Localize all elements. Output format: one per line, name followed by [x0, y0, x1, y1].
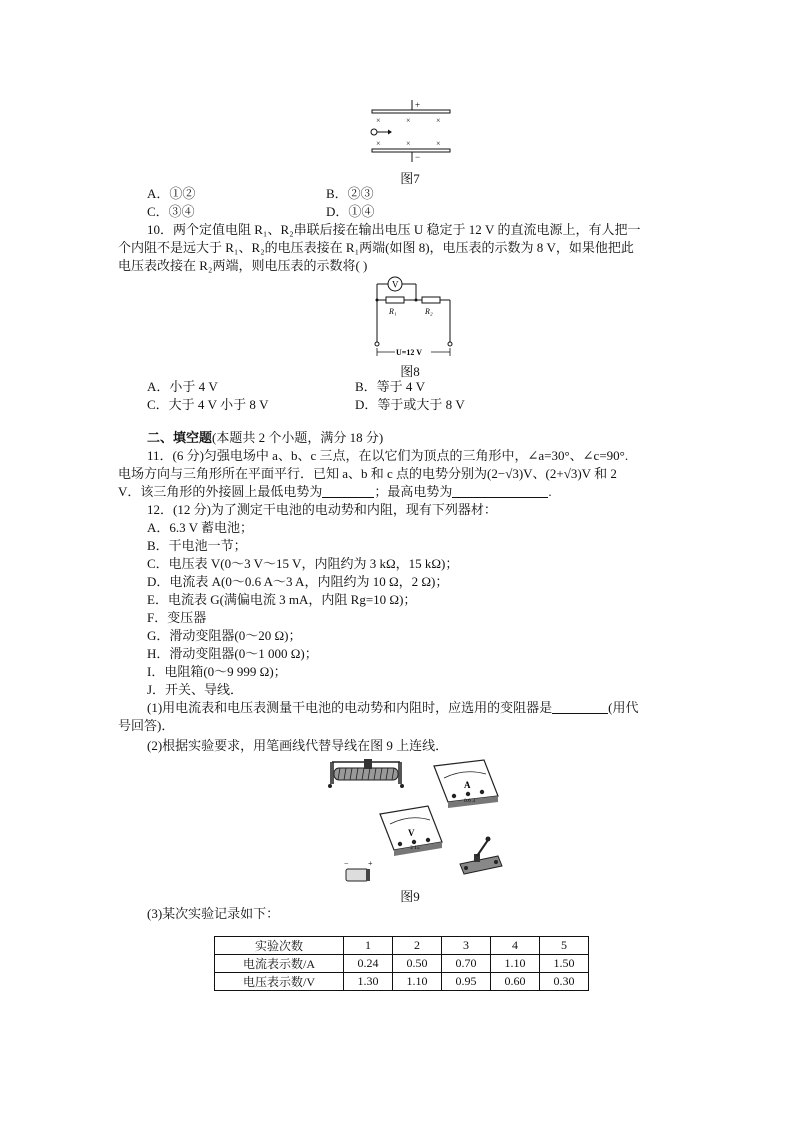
- svg-text:−: −: [344, 859, 349, 868]
- q12-part-2: (2)根据实验要求，用笔画线代替导线在图 9 上连线．: [147, 738, 449, 753]
- resistor-r1: [386, 297, 404, 303]
- rheostat-illustration: [328, 759, 404, 788]
- minus-sign: −: [415, 152, 421, 162]
- svg-text:×: ×: [376, 139, 381, 148]
- svg-text:V: V: [392, 279, 399, 290]
- q9-option-b: B．②③: [326, 186, 374, 201]
- svg-text:×: ×: [406, 139, 411, 148]
- svg-text:×: ×: [406, 116, 411, 125]
- table-header-row: [215, 937, 589, 955]
- svg-text:U=12 V: U=12 V: [396, 348, 422, 357]
- q9-option-a: A．①②: [147, 186, 196, 201]
- figure-9-equipment: [326, 756, 506, 886]
- svg-text:×: ×: [376, 116, 381, 125]
- table-cell: 0.50: [393, 955, 442, 973]
- table-cell: 0.95: [442, 973, 491, 991]
- ammeter-illustration: [434, 760, 498, 808]
- svg-text:0.6 3: 0.6 3: [464, 798, 475, 804]
- q12-item-a: A．6.3 V 蓄电池；: [147, 520, 254, 535]
- q12-item-d: D．电流表 A(0～0.6 A～3 A，内阻约为 10 Ω，2 Ω)；: [147, 574, 449, 589]
- particle: [371, 129, 377, 135]
- svg-text:V: V: [408, 828, 415, 838]
- table-row: [215, 973, 589, 991]
- table-header-label: 实验次数: [215, 937, 344, 955]
- plus-sign: +: [415, 100, 421, 110]
- q10-option-d: D．等于或大于 8 V: [355, 397, 465, 412]
- svg-text:+: +: [368, 859, 373, 868]
- table-row-label: 电流表示数/A: [215, 955, 344, 973]
- figure-8-circuit-diagram: [370, 276, 460, 360]
- table-row: [215, 955, 589, 973]
- q11-text-line-2: 电场方向与三角形所在平面平行．已知 a、b 和 c 点的电势分别为(2−√3)V、(2+√3)V 和 2: [118, 466, 617, 481]
- table-cell: 1.30: [344, 973, 393, 991]
- q10-text-line-3: 电压表改接在 R₂两端，则电压表的示数将( ): [118, 258, 368, 273]
- table-header-trial: 2: [393, 937, 442, 955]
- figure-9-caption: 图9: [400, 889, 420, 904]
- figure-7-capacitor-diagram: [366, 98, 456, 164]
- table-cell: 0.24: [344, 955, 393, 973]
- q12-item-e: E．电流表 G(满偏电流 3 mA，内阻 Rg=10 Ω)；: [147, 592, 417, 607]
- svg-text:3 15: 3 15: [410, 845, 420, 851]
- figure-8-caption: 图8: [400, 364, 420, 379]
- q12-item-h: H．滑动变阻器(0～1 000 Ω)；: [147, 646, 318, 661]
- table-cell: 0.30: [540, 973, 589, 991]
- q12-item-b: B．干电池一节；: [147, 538, 247, 553]
- table-header-trial: 5: [540, 937, 589, 955]
- figure-7-caption: 图7: [400, 171, 420, 186]
- q12-part-3: (3)某次实验记录如下：: [147, 906, 280, 921]
- section-2-heading: [147, 430, 383, 446]
- table-row-label: 电压表示数/V: [215, 973, 344, 991]
- q12-item-c: C．电压表 V(0～3 V～15 V，内阻约为 3 kΩ，15 kΩ)；: [147, 556, 459, 571]
- q11-blank-highest[interactable]: [452, 484, 548, 498]
- q12-blank-rheostat[interactable]: [552, 700, 608, 714]
- table-cell: 1.10: [393, 973, 442, 991]
- table-header-trial: 1: [344, 937, 393, 955]
- q10-option-b: B．等于 4 V: [355, 379, 426, 394]
- q9-option-c: C．③④: [147, 204, 195, 219]
- q11-blank-lowest[interactable]: [322, 484, 374, 498]
- q10-option-a: A．小于 4 V: [147, 379, 218, 394]
- table-cell: 1.50: [540, 955, 589, 973]
- switch-illustration: [460, 837, 502, 875]
- svg-text:×: ×: [436, 116, 441, 125]
- svg-text:R₂: R₂: [425, 307, 433, 316]
- q12-item-i: I．电阻箱(0～9 999 Ω)；: [147, 664, 287, 679]
- q11-text-line-3: V．该三角形的外接圆上最低电势为 ；最高电势为 .: [118, 484, 552, 499]
- q9-option-d: D．①④: [326, 204, 375, 219]
- experiment-record-table: [214, 936, 589, 991]
- q12-item-f: F．变压器: [147, 610, 207, 625]
- q10-text-line-1: 10．两个定值电阻 R₁、R₂串联后接在输出电压 U 稳定于 12 V 的直流电源上，有人把一: [147, 222, 641, 237]
- svg-text:A: A: [464, 780, 471, 790]
- voltmeter-illustration: [380, 806, 442, 856]
- q12-part-1-line-2: 号回答)．: [118, 718, 175, 733]
- q12-item-j: J．开关、导线．: [147, 682, 244, 697]
- svg-text:×: ×: [436, 139, 441, 148]
- q11-text-line-1: 11．(6 分)匀强电场中 a、b、c 三点，在以它们为顶点的三角形中，∠a=30°、∠c=90°.: [147, 448, 629, 463]
- q12-part-1-line-1: (1)用电流表和电压表测量干电池的电动势和内阻时，应选用的变阻器是 (用代: [147, 700, 639, 715]
- svg-text:R₁: R₁: [389, 307, 397, 316]
- table-cell: 0.60: [491, 973, 540, 991]
- battery-illustration: [344, 859, 373, 881]
- q10-option-c: C．大于 4 V 小于 8 V: [147, 397, 269, 412]
- q12-intro: 12．(12 分)为了测定干电池的电动势和内阻，现有下列器材：: [147, 502, 497, 517]
- resistor-r2: [422, 297, 440, 303]
- table-cell: 1.10: [491, 955, 540, 973]
- q10-text-line-2: 个内阻不是远大于 R₁、R₂的电压表接在 R₁两端(如图 8)，电压表的示数为 8 V，如果他把此: [118, 240, 634, 255]
- table-cell: 0.70: [442, 955, 491, 973]
- q12-item-g: G．滑动变阻器(0～20 Ω)；: [147, 628, 302, 643]
- section-2-desc: (本题共 2 个小题，满分 18 分): [212, 430, 384, 445]
- section-2-title: 二、填空题: [147, 430, 213, 445]
- table-header-trial: 4: [491, 937, 540, 955]
- table-header-trial: 3: [442, 937, 491, 955]
